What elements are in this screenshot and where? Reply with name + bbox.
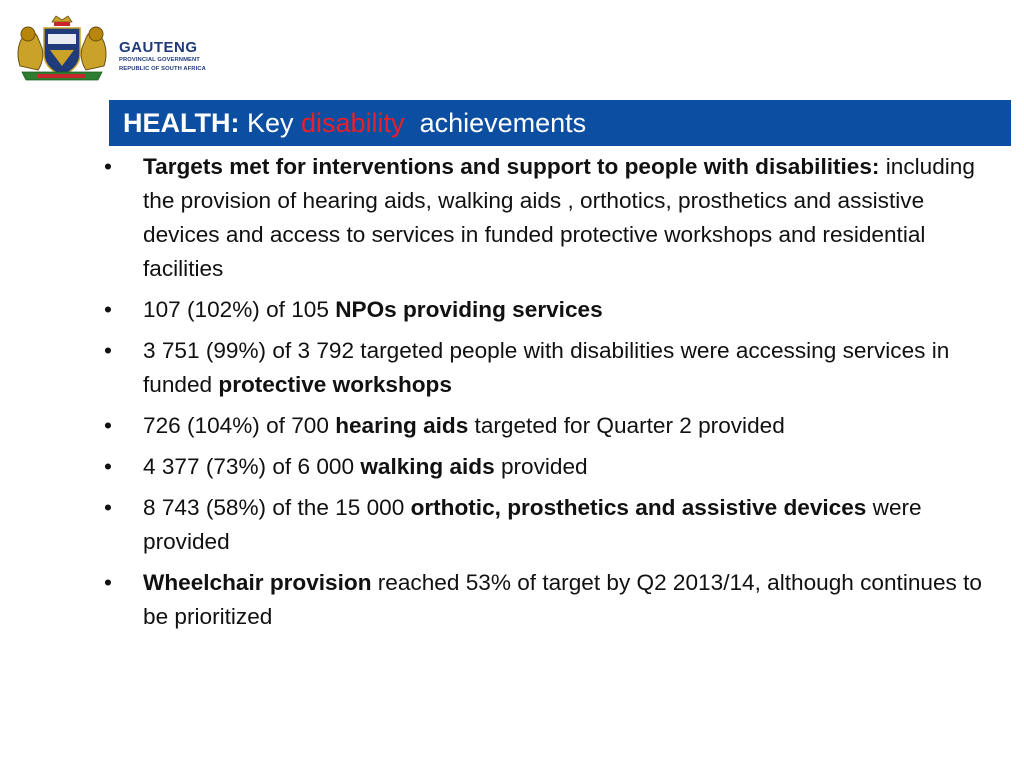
bullet-item-walking-aids [100,450,1000,484]
bullet-text: 107 (102%) of 105 [143,297,336,322]
bullet-text-end: targeted for Quarter 2 provided [468,413,785,438]
bullet-item-npos [100,293,1000,327]
bullet-bold: orthotic, prosthetics and assistive devices [410,495,867,520]
bullet-item-devices [100,491,1000,559]
bullet-icon: • [104,454,112,479]
bullet-icon: • [104,338,112,363]
logo-text [119,40,206,72]
bullet-list [100,150,1000,634]
bullet-item-targets [100,150,1000,286]
bullet-text-end: provided [494,454,588,479]
title-highlight: disability [301,107,405,138]
bullet-text: reached 53% of target by Q2 2013/14, although continues to be prioritized [143,570,982,629]
bullet-bold: Targets met for interventions and support to people with disabilities: [143,154,880,179]
logo-name: GAUTENG [119,39,198,56]
bullet-text-end: were provided [143,495,922,554]
bullet-text: 726 (104%) of 700 [143,413,336,438]
bullet-bold: hearing aids [335,413,469,438]
bullet-icon: • [104,495,112,520]
bullet-bold: protective workshops [218,372,452,397]
title-key: Key [239,107,302,138]
bullet-icon: • [104,154,112,179]
bullet-bold: NPOs providing services [335,297,603,322]
bullet-item-hearing-aids [100,409,1000,443]
bullet-icon: • [104,413,112,438]
slide-title [109,100,1011,146]
bullet-item-workshops [100,334,1000,402]
bullet-text: 8 743 (58%) of the 15 000 [143,495,411,520]
bullet-icon: • [104,297,112,322]
title-bold: HEALTH: [123,107,240,138]
logo-subtitle-1: PROVINCIAL GOVERNMENT [119,57,200,63]
bullet-text: including the provision of hearing aids, walking aids , orthotics, prosthetics and assistive devices and access to services in funded protective workshops and residential facilities [143,154,975,281]
coat-of-arms-icon [12,14,112,82]
bullet-icon: • [104,570,112,595]
bullet-bold: Wheelchair provision [143,570,372,595]
logo-subtitle-2: REPUBLIC OF SOUTH AFRICA [119,65,206,72]
bullet-item-wheelchair [100,566,1000,634]
bullet-text: 3 751 (99%) of 3 792 targeted people with disabilities were accessing services in funded [143,338,950,397]
title-rest: achievements [404,107,587,138]
gauteng-logo [12,14,212,84]
bullet-bold: walking aids [360,454,495,479]
slide-content [100,150,1000,641]
bullet-text: 4 377 (73%) of 6 000 [143,454,361,479]
